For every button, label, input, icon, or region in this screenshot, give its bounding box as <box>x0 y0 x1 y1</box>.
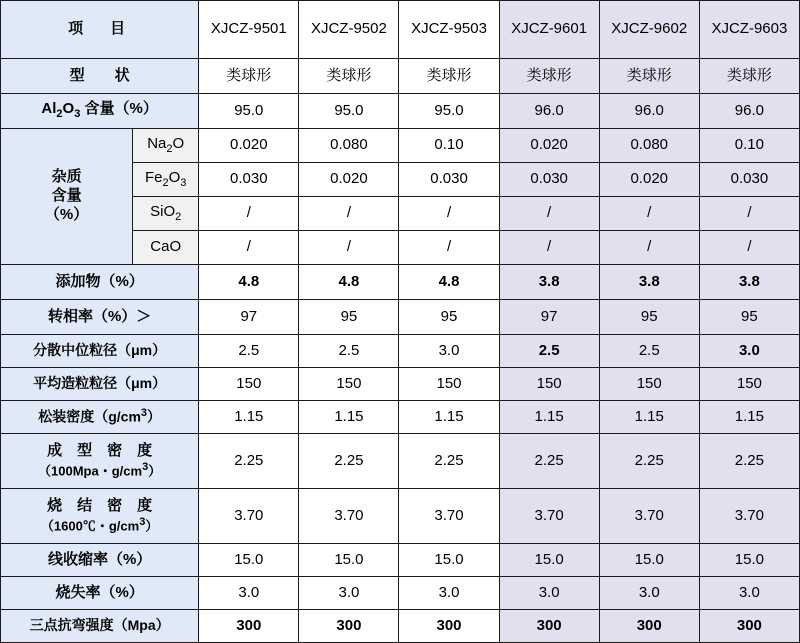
cell-bulk-1: 1.15 <box>199 401 299 434</box>
cell-median-3: 3.0 <box>399 335 499 368</box>
header-col-4: XJCZ-9601 <box>499 1 599 59</box>
cell-additive-1: 4.8 <box>199 265 299 300</box>
cell-phase-2: 95 <box>299 300 399 335</box>
cell-sintered-1: 3.70 <box>199 489 299 544</box>
cell-phase-5: 95 <box>599 300 699 335</box>
cell-flexural-6: 300 <box>699 610 799 643</box>
cell-cao-2: / <box>299 231 399 265</box>
cell-shape-1: 类球形 <box>199 59 299 94</box>
table-row-bulk-density <box>1 401 800 434</box>
cell-median-6: 3.0 <box>699 335 799 368</box>
cell-bulk-2: 1.15 <box>299 401 399 434</box>
cell-loss-2: 3.0 <box>299 577 399 610</box>
sublabel-na2o: $Na_2O$ <box>133 129 199 163</box>
header-item-label: 项 目 <box>1 1 199 59</box>
cell-cao-3: / <box>399 231 499 265</box>
cell-sio2-5: / <box>599 197 699 231</box>
cell-granule-4: 150 <box>499 368 599 401</box>
cell-cao-5: / <box>599 231 699 265</box>
forming-density-line1: 成 型 密 度 <box>47 442 153 460</box>
table-row-phase-conversion <box>1 300 800 335</box>
cell-forming-6: 2.25 <box>699 434 799 489</box>
header-col-1: XJCZ-9501 <box>199 1 299 59</box>
cell-na2o-1: 0.020 <box>199 129 299 163</box>
impurity-label-line1: 杂质 <box>51 168 82 186</box>
cell-median-4: 2.5 <box>499 335 599 368</box>
cell-na2o-3: 0.10 <box>399 129 499 163</box>
cell-phase-4: 97 <box>499 300 599 335</box>
cell-al2o3-4: 96.0 <box>499 94 599 129</box>
cell-shape-2: 类球形 <box>299 59 399 94</box>
row-label-linear-shrinkage: 线收缩率（%） <box>1 544 199 577</box>
cell-fe2o3-3: 0.030 <box>399 163 499 197</box>
cell-forming-1: 2.25 <box>199 434 299 489</box>
cell-fe2o3-5: 0.020 <box>599 163 699 197</box>
row-label-forming-density <box>1 434 199 489</box>
cell-granule-3: 150 <box>399 368 499 401</box>
cell-granule-1: 150 <box>199 368 299 401</box>
cell-fe2o3-2: 0.020 <box>299 163 399 197</box>
cell-sio2-6: / <box>699 197 799 231</box>
cell-shrink-6: 15.0 <box>699 544 799 577</box>
row-label-sintered-density <box>1 489 199 544</box>
cell-fe2o3-4: 0.030 <box>499 163 599 197</box>
row-label-al2o3: $Al_2O_3$ 含量（%） <box>1 94 199 129</box>
row-label-shape: 型 状 <box>1 59 199 94</box>
cell-shrink-4: 15.0 <box>499 544 599 577</box>
cell-flexural-4: 300 <box>499 610 599 643</box>
cell-na2o-6: 0.10 <box>699 129 799 163</box>
row-label-phase-conversion: 转相率（%）＞ <box>1 300 199 335</box>
table-row-na2o <box>1 129 800 163</box>
row-label-additive: 添加物（%） <box>1 265 199 300</box>
row-label-flexural-strength: 三点抗弯强度（Mpa） <box>1 610 199 643</box>
sintered-density-line1: 烧 结 密 度 <box>47 497 153 515</box>
cell-cao-6: / <box>699 231 799 265</box>
cell-shape-4: 类球形 <box>499 59 599 94</box>
sublabel-fe2o3: $Fe_2O_3$ <box>133 163 199 197</box>
cell-bulk-3: 1.15 <box>399 401 499 434</box>
header-col-3: XJCZ-9503 <box>399 1 499 59</box>
cell-loss-5: 3.0 <box>599 577 699 610</box>
row-label-granule-size: 平均造粒粒径（μm） <box>1 368 199 401</box>
table-row-al2o3 <box>1 94 800 129</box>
impurity-label-line3: （%） <box>44 205 89 223</box>
table-row-loss-on-ignition <box>1 577 800 610</box>
cell-flexural-1: 300 <box>199 610 299 643</box>
cell-sio2-4: / <box>499 197 599 231</box>
row-label-bulk-density: 松装密度$(g/cm^3)$ <box>1 401 199 434</box>
cell-shape-6: 类球形 <box>699 59 799 94</box>
header-col-6: XJCZ-9603 <box>699 1 799 59</box>
table-row-forming-density <box>1 434 800 489</box>
cell-loss-3: 3.0 <box>399 577 499 610</box>
cell-additive-3: 4.8 <box>399 265 499 300</box>
cell-additive-4: 3.8 <box>499 265 599 300</box>
cell-granule-5: 150 <box>599 368 699 401</box>
cell-fe2o3-6: 0.030 <box>699 163 799 197</box>
cell-loss-1: 3.0 <box>199 577 299 610</box>
row-label-impurity-group <box>1 129 133 265</box>
cell-sintered-6: 3.70 <box>699 489 799 544</box>
cell-na2o-5: 0.080 <box>599 129 699 163</box>
cell-granule-2: 150 <box>299 368 399 401</box>
cell-shrink-1: 15.0 <box>199 544 299 577</box>
table-row-median-size <box>1 335 800 368</box>
cell-shrink-2: 15.0 <box>299 544 399 577</box>
cell-granule-6: 150 <box>699 368 799 401</box>
cell-na2o-4: 0.020 <box>499 129 599 163</box>
cell-median-5: 2.5 <box>599 335 699 368</box>
cell-sio2-2: / <box>299 197 399 231</box>
cell-forming-5: 2.25 <box>599 434 699 489</box>
sublabel-sio2: SiO$_2$ <box>133 197 199 231</box>
cell-forming-4: 2.25 <box>499 434 599 489</box>
cell-shrink-5: 15.0 <box>599 544 699 577</box>
cell-shape-3: 类球形 <box>399 59 499 94</box>
cell-al2o3-6: 96.0 <box>699 94 799 129</box>
cell-flexural-2: 300 <box>299 610 399 643</box>
cell-sintered-5: 3.70 <box>599 489 699 544</box>
cell-loss-4: 3.0 <box>499 577 599 610</box>
row-label-loss-on-ignition: 烧失率（%） <box>1 577 199 610</box>
cell-phase-3: 95 <box>399 300 499 335</box>
table-row-sintered-density <box>1 489 800 544</box>
cell-median-1: 2.5 <box>199 335 299 368</box>
cell-phase-1: 97 <box>199 300 299 335</box>
cell-flexural-5: 300 <box>599 610 699 643</box>
impurity-label-line2: 含量 <box>51 187 82 205</box>
cell-additive-5: 3.8 <box>599 265 699 300</box>
cell-forming-2: 2.25 <box>299 434 399 489</box>
cell-shape-5: 类球形 <box>599 59 699 94</box>
cell-bulk-6: 1.15 <box>699 401 799 434</box>
cell-bulk-5: 1.15 <box>599 401 699 434</box>
cell-na2o-2: 0.080 <box>299 129 399 163</box>
cell-sintered-4: 3.70 <box>499 489 599 544</box>
table-row-shape <box>1 59 800 94</box>
cell-al2o3-1: 95.0 <box>199 94 299 129</box>
cell-additive-6: 3.8 <box>699 265 799 300</box>
table-row-additive <box>1 265 800 300</box>
cell-al2o3-2: 95.0 <box>299 94 399 129</box>
table-row-linear-shrinkage <box>1 544 800 577</box>
cell-bulk-4: 1.15 <box>499 401 599 434</box>
cell-forming-3: 2.25 <box>399 434 499 489</box>
forming-density-line2: （100Mpa・$g/cm^3$） <box>38 461 162 479</box>
cell-fe2o3-1: 0.030 <box>199 163 299 197</box>
table-header-row <box>1 1 800 59</box>
cell-loss-6: 3.0 <box>699 577 799 610</box>
cell-sio2-1: / <box>199 197 299 231</box>
cell-additive-2: 4.8 <box>299 265 399 300</box>
cell-flexural-3: 300 <box>399 610 499 643</box>
cell-phase-6: 95 <box>699 300 799 335</box>
row-label-median-size: 分散中位粒径（μm） <box>1 335 199 368</box>
cell-al2o3-5: 96.0 <box>599 94 699 129</box>
header-col-2: XJCZ-9502 <box>299 1 399 59</box>
cell-sio2-3: / <box>399 197 499 231</box>
table-row-flexural-strength <box>1 610 800 643</box>
cell-cao-1: / <box>199 231 299 265</box>
cell-cao-4: / <box>499 231 599 265</box>
cell-median-2: 2.5 <box>299 335 399 368</box>
cell-sintered-2: 3.70 <box>299 489 399 544</box>
sublabel-cao: CaO <box>133 231 199 265</box>
cell-al2o3-3: 95.0 <box>399 94 499 129</box>
table-row-granule-size <box>1 368 800 401</box>
cell-shrink-3: 15.0 <box>399 544 499 577</box>
header-col-5: XJCZ-9602 <box>599 1 699 59</box>
cell-sintered-3: 3.70 <box>399 489 499 544</box>
sintered-density-line2: （1600℃・$g/cm^3$） <box>40 516 159 534</box>
